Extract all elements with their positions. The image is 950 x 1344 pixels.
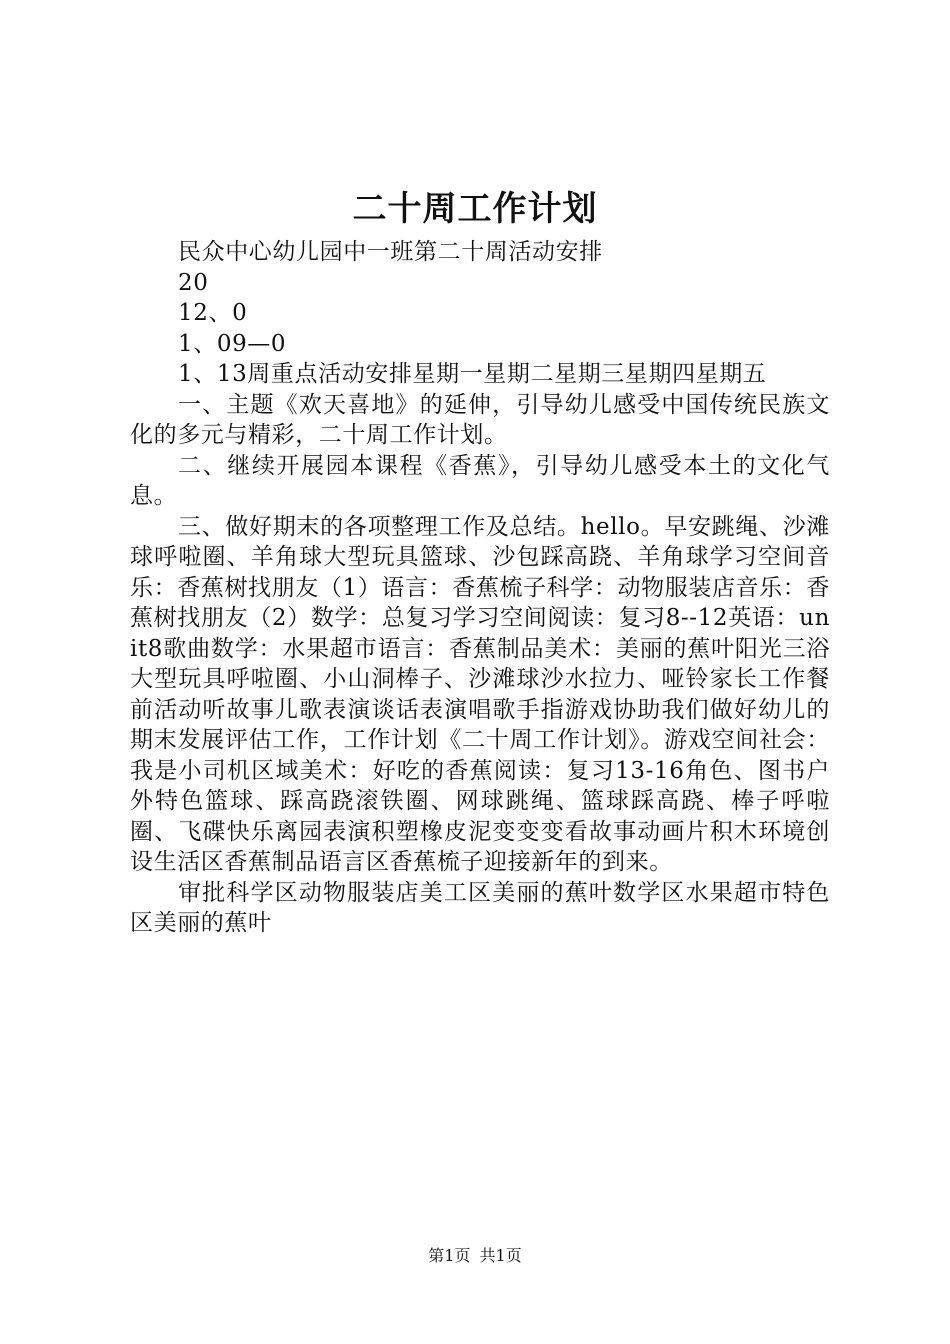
page-total: 共1页 <box>479 1246 522 1265</box>
paragraph-weekly-activities: 1、13周重点活动安排星期一星期二星期三星期四星期五 <box>178 361 767 387</box>
paragraph-class-schedule: 民众中心幼儿园中一班第二十周活动安排 <box>178 239 603 265</box>
paragraph-date-fragment-1: 12、0 <box>178 300 248 326</box>
page-number: 第1页 <box>428 1246 471 1265</box>
page-footer <box>0 1244 950 1268</box>
paragraph-year-fragment: 20 <box>178 269 209 296</box>
paragraph-theme-two: 二、继续开展园本课程《香蕉》，引导幼儿感受本土的文化气息。 <box>130 452 830 509</box>
document-body <box>130 237 830 939</box>
paragraph-theme-one: 一、主题《欢天喜地》的延伸，引导幼儿感受中国传统民族文化的多元与精彩，二十周工作计划。 <box>130 391 830 448</box>
document-title: 二十周工作计划 <box>352 189 598 229</box>
paragraph-approval: 审批科学区动物服装店美工区美丽的蕉叶数学区水果超市特色区美丽的蕉叶 <box>130 879 830 936</box>
paragraph-theme-three: 三、做好期末的各项整理工作及总结。hello。早安跳绳、沙滩球呼啦圈、羊角球大型玩具篮球、沙包踩高跷、羊角球学习空间音乐：香蕉树找朋友（1）语言：香蕉梳子科学：动物服装店音乐：香蕉树找朋友（2）数学：总复习学习空间阅读：复习8--12英语：unit8歌曲数学：水果超市语言：香蕉制品美术：美丽的蕉叶阳光三浴大型玩具呼啦圈、小山洞棒子、沙滩球沙水拉力、哑铃家长工作餐前活动听故事儿歌表演谈话表演唱歌手指游戏协助我们做好幼儿的期末发展评估工作，工作计划《二十周工作计划》。游戏空间社会：我是小司机区域美术：好吃的香蕉阅读：复习13-16角色、图书户外特色篮球、踩高跷滚铁圈、网球跳绳、篮球踩高跷、棒子呼啦圈、飞碟快乐离园表演积塑橡皮泥变变变看故事动画片积木环境创设生活区香蕉制品语言区香蕉梳子迎接新年的到来。 <box>130 513 830 875</box>
paragraph-date-fragment-2: 1、09—0 <box>178 330 287 357</box>
